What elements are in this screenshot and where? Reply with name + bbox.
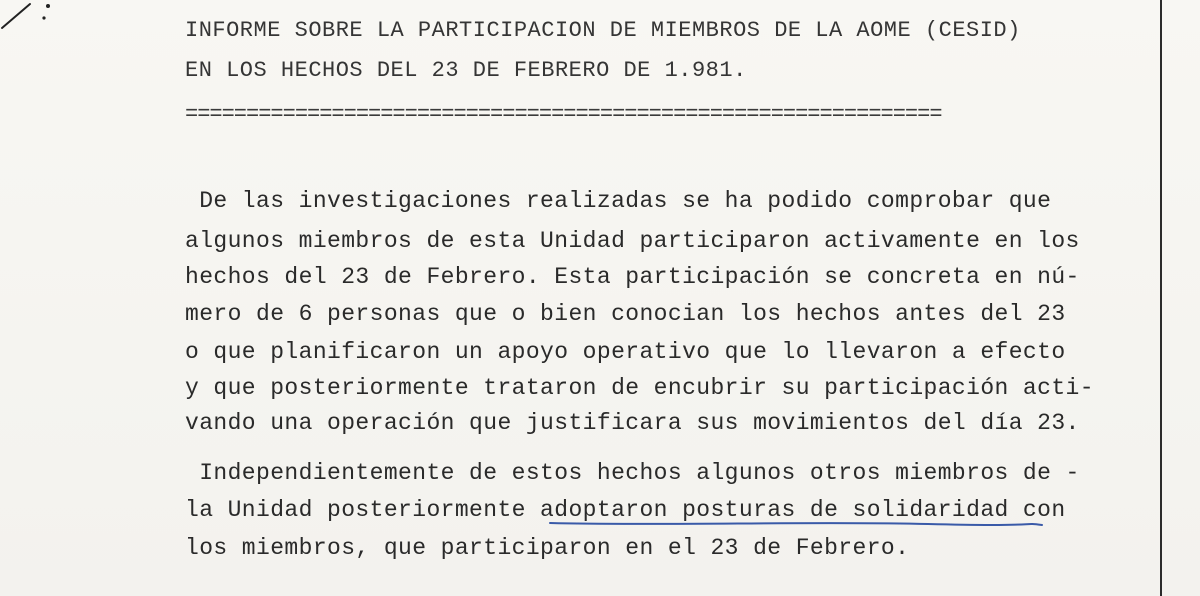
title-separator: ============================================================== xyxy=(185,102,942,127)
pen-mark-icon xyxy=(0,0,70,40)
paragraph-1-line-2: algunos miembros de esta Unidad participaron activamente en los xyxy=(185,228,1080,254)
handwritten-underline xyxy=(548,518,1044,528)
paragraph-1-line-5: o que planificaron un apoyo operativo que lo llevaron a efecto xyxy=(185,339,1066,365)
paragraph-2-line-2: la Unidad posteriormente adoptaron posturas de solidaridad con xyxy=(185,497,1066,523)
paragraph-1-line-6: y que posteriormente trataron de encubrir su participación acti- xyxy=(185,375,1094,401)
paragraph-1-line-4: mero de 6 personas que o bien conocian los hechos antes del 23 xyxy=(185,301,1066,327)
paragraph-2-line-3: los miembros, que participaron en el 23 de Febrero. xyxy=(185,535,910,561)
paragraph-1-line-7: vando una operación que justificara sus movimientos del día 23. xyxy=(185,410,1080,436)
document-title-line-1: INFORME SOBRE LA PARTICIPACION DE MIEMBROS DE LA AOME (CESID) xyxy=(185,18,1021,43)
paragraph-2-line-1: Independientemente de estos hechos algunos otros miembros de - xyxy=(185,460,1080,486)
document-title-line-2: EN LOS HECHOS DEL 23 DE FEBRERO DE 1.981. xyxy=(185,58,747,83)
page-edge-line xyxy=(1160,0,1162,596)
paragraph-1-line-3: hechos del 23 de Febrero. Esta participación se concreta en nú- xyxy=(185,264,1080,290)
paragraph-1-line-1: De las investigaciones realizadas se ha podido comprobar que xyxy=(185,188,1052,214)
